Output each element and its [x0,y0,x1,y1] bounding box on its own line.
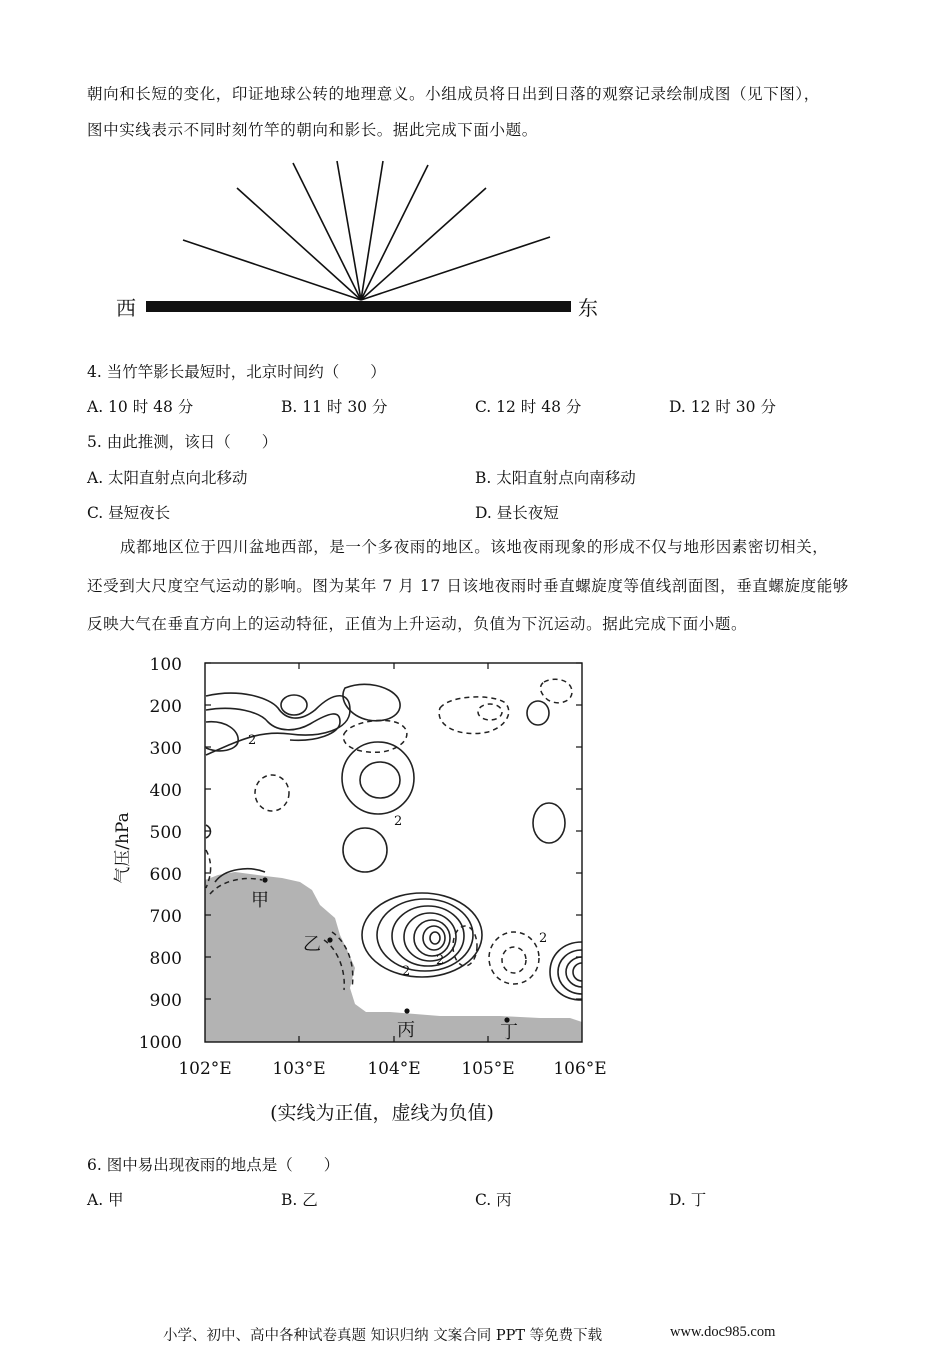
x-tick-label: 105°E [461,1059,515,1079]
footer-text: 小学、初中、高中各种试卷真题 知识归纳 文案合同 PPT 等免费下载 [163,1328,603,1344]
contour-value-label: 2 [248,733,257,748]
shadow-line [361,237,550,300]
x-tick-label: 106°E [553,1059,607,1079]
intro-line-1: 朝向和长短的变化，印证地球公转的地理意义。小组成员将日出到日落的观察记录绘制成图（见下图）， [87,85,820,103]
point-jia-label: 甲 [251,890,269,911]
contour-value-label: 2 [402,964,411,979]
y-axis-label: 气压/hPa [113,812,133,884]
y-tick-label: 900 [149,991,182,1011]
point-bing-marker [404,1008,409,1013]
contour-solid [343,828,387,872]
intro-line-2: 图中实线表示不同时刻竹竿的朝向和影长。据此完成下面小题。 [87,121,538,139]
contour-solid [343,684,400,720]
contour-solid [206,693,350,755]
y-tick-label: 400 [149,781,182,801]
q6-option-d[interactable]: D. 丁 [669,1191,707,1209]
contour-value-label: 2 [539,931,548,946]
q4-option-a[interactable]: A. 10 时 48 分 [87,398,194,416]
y-tick-label: 300 [149,739,182,759]
point-yi-label: 乙 [303,934,321,955]
west-label: 西 [116,296,136,320]
bamboo-shadow-figure [100,155,620,330]
y-tick-label: 800 [149,949,182,969]
shadow-line [293,163,361,300]
contour-solid [423,926,445,950]
y-tick-label: 1000 [138,1033,182,1053]
x-tick-labels [178,1059,606,1079]
contour-dashed [541,679,572,703]
x-tick-label: 102°E [178,1059,232,1079]
east-label: 东 [578,296,598,320]
y-tick-label: 700 [149,907,182,927]
contour-solid [281,695,307,715]
q4-option-d[interactable]: D. 12 时 30 分 [669,398,776,416]
contour-dashed [489,932,539,984]
x-tick-label: 104°E [367,1059,421,1079]
q5-option-b[interactable]: B. 太阳直射点向南移动 [475,469,636,487]
y-tick-labels [139,655,182,1053]
q5-option-d[interactable]: D. 昼长夜短 [475,504,559,522]
y-tick-label: 100 [149,655,182,675]
contour-solid [527,701,549,725]
footer-url[interactable]: www.doc985.com [670,1324,776,1340]
q5-stem: 5. 由此推测，该日（ ） [87,433,278,451]
contour-solid [392,906,464,966]
chart-caption: (实线为正值，虚线为负值) [270,1102,494,1124]
shadow-line [183,240,361,300]
contour-solid [533,803,565,843]
passage2-line-1: 成都地区位于四川盆地西部，是一个多夜雨的地区。该地夜雨现象的形成不仅与地形因素密切相关， [120,538,829,556]
ground-bar [146,301,571,312]
point-ding-label: 丁 [500,1022,518,1043]
contour-dashed [255,775,289,811]
q4-stem: 4. 当竹竿影长最短时，北京时间约（ ） [87,363,386,381]
shadow-line [337,161,361,300]
point-yi-marker [327,937,332,942]
y-tick-label: 600 [149,865,182,885]
shadow-line [361,188,486,300]
point-jia-marker [262,877,267,882]
contour-dashed [439,697,509,734]
q5-option-c[interactable]: C. 昼短夜长 [87,504,171,522]
contour-solid [566,957,582,987]
contour-dashed [502,947,526,973]
q6-stem: 6. 图中易出现夜雨的地点是（ ） [87,1156,340,1174]
contour-dashed [478,704,502,720]
q6-option-a[interactable]: A. 甲 [87,1191,124,1209]
q4-option-b[interactable]: B. 11 时 30 分 [281,398,388,416]
q4-option-c[interactable]: C. 12 时 48 分 [475,398,582,416]
contour-solid [573,963,582,981]
passage2-line-3: 反映大气在垂直方向上的运动特征，正值为上升运动，负值为下沉运动。据此完成下面小题。 [87,615,748,633]
x-tick-label: 103°E [272,1059,326,1079]
q5-option-a[interactable]: A. 太阳直射点向北移动 [87,469,248,487]
q6-option-b[interactable]: B. 乙 [281,1191,318,1209]
contour-solid [360,762,400,798]
contour-solid [430,932,440,944]
contour-value-label: 2 [394,814,403,829]
point-bing-label: 丙 [397,1020,415,1041]
helicity-section-chart [100,650,620,1130]
shadow-line [237,188,361,300]
contour-value-label: 2 [436,953,445,968]
y-tick-label: 500 [149,823,182,843]
shadow-lines [183,161,550,300]
passage2-line-2: 还受到大尺度空气运动的影响。图为某年 7 月 17 日该地夜雨时垂直螺旋度等值线剖面图，垂直螺旋度能够 [87,577,849,595]
q6-option-c[interactable]: C. 丙 [475,1191,512,1209]
y-tick-label: 200 [149,697,182,717]
